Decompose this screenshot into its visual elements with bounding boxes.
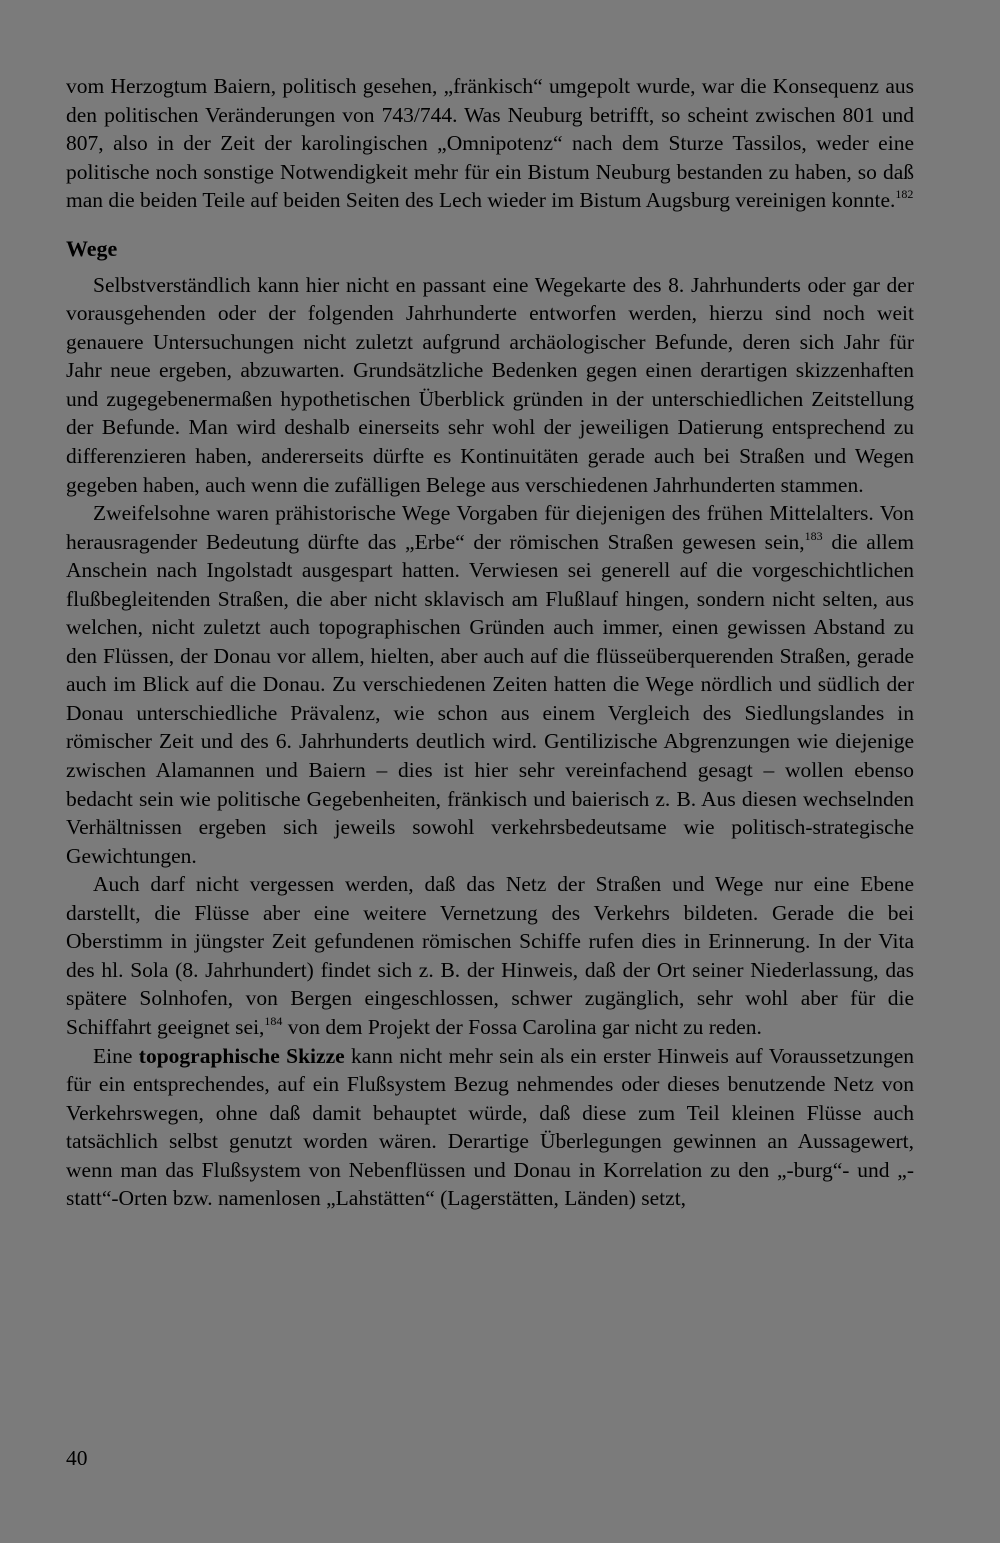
bold-term: topographische Skizze <box>138 1043 345 1068</box>
paragraph <box>66 271 914 499</box>
paragraph-text: von dem Projekt der Fossa Carolina gar nicht zu reden. <box>282 1014 762 1039</box>
paragraph <box>66 72 914 215</box>
page-body <box>66 72 914 1213</box>
paragraph-text: die allem Anschein nach Ingolstadt ausgespart hatten. Verwiesen sei generell auf die vorgeschichtlichen flußbegleitenden Straßen, die aber nicht sklavisch am Flußlauf hingen, sondern nicht selten, aus welchen, nicht zuletzt auch topographischen Gründen auch immer, einen gewissen Abstand zu den Flüssen, der Donau vor allem, hielten, aber auch auf die flüsseüberquerenden Straßen, gerade auch im Blick auf die Donau. Zu verschiedenen Zeiten hatten die Wege nördlich und südlich der Donau unterschiedliche Prävalenz, wie schon aus einem Vergleich des Siedlungslandes in römischer Zeit und des 6. Jahrhunderts deutlich wird. Gentilizische Abgrenzungen wie diejenige zwischen Alamannen und Baiern – dies ist hier sehr vereinfachend gesagt – wollen ebenso bedacht sein wie politische Gegebenheiten, fränkisch und baierisch z. B. Aus diesen wechselnden Verhältnissen ergeben sich jeweils sowohl verkehrsbedeutsame wie politisch-strategische Gewichtungen. <box>66 529 914 868</box>
paragraph-text: Eine <box>93 1043 139 1068</box>
page-number: 40 <box>66 1446 88 1470</box>
paragraph-text: kann nicht mehr sein als ein erster Hinweis auf Voraussetzungen für ein entsprechendes, auf ein Flußsystem Bezug nehmendes oder dieses benutzende Netz von Verkehrswegen, ohne daß damit behauptet würde, daß diese zum Teil kleinen Flüsse auch tatsächlich selbst genutzt worden wären. Derartige Überlegungen gewinnen an Aussagewert, wenn man das Flußsystem von Nebenflüssen und Donau in Korrelation zu den „-burg“- und „-statt“-Orten bzw. namenlosen „Lahstätten“ (Lagerstätten, Länden) setzt, <box>66 1043 914 1211</box>
paragraph <box>66 499 914 870</box>
paragraph-text: vom Herzogtum Baiern, politisch gesehen, „fränkisch“ umgepolt wurde, war die Konsequenz aus den politischen Veränderungen von 743/744. Was Neuburg betrifft, so scheint zwischen 801 und 807, also in der Zeit der karolingischen „Omnipotenz“ nach dem Sturze Tassilos, weder eine politische noch sonstige Notwendigkeit mehr für ein Bistum Neuburg bestanden zu haben, so daß man die beiden Teile auf beiden Seiten des Lech wieder im Bistum Augsburg vereinigen konnte. <box>66 74 914 213</box>
paragraph-text: Auch darf nicht vergessen werden, daß das Netz der Straßen und Wege nur eine Ebene darstellt, die Flüsse aber eine weitere Vernetzung des Verkehrs bildeten. Gerade die bei Oberstimm in jüngster Zeit gefundenen römischen Schiffe rufen dies in Erinnerung. In der Vita des hl. Sola (8. Jahrhundert) findet sich z. B. der Hinweis, daß der Ort seiner Niederlassung, das spätere Solnhofen, von Bergen eingeschlossen, schwer zugänglich, sehr wohl aber für die Schiffahrt geeignet sei, <box>66 872 914 1039</box>
footnote-ref: 183 <box>804 528 823 543</box>
paragraph-text: Selbstverständlich kann hier nicht en passant eine Wegekarte des 8. Jahrhunderts oder gar der vorausgehenden oder der folgenden Jahrhunderte entworfen werden, hierzu sind noch weit genauere Untersuchungen nicht zuletzt aufgrund archäologischer Befunde, deren sich Jahr für Jahr neue ergeben, abzuwarten. Grundsätzliche Bedenken gegen einen derartigen skizzenhaften und zugegebenermaßen hypothetischen Überblick gründen in der unterschiedlichen Zeitstellung der Befunde. Man wird deshalb einerseits sehr wohl der jeweiligen Datierung entsprechend zu differenzieren haben, andererseits dürfte es Kontinuitäten gerade auch bei Straßen und Wegen gegeben haben, auch wenn die zufälligen Belege aus verschiedenen Jahrhunderten stammen. <box>66 272 914 497</box>
paragraph <box>66 870 914 1041</box>
section-heading: Wege <box>66 235 118 261</box>
paragraph-text: Zweifelsohne waren prähistorische Wege Vorgaben für diejenigen des frühen Mittelalters. Von herausragender Bedeutung dürfte das „Erbe“ der römischen Straßen gewesen sein, <box>66 501 914 554</box>
footnote-ref: 182 <box>895 187 914 202</box>
paragraph <box>66 1042 914 1213</box>
footnote-ref: 184 <box>264 1013 283 1028</box>
